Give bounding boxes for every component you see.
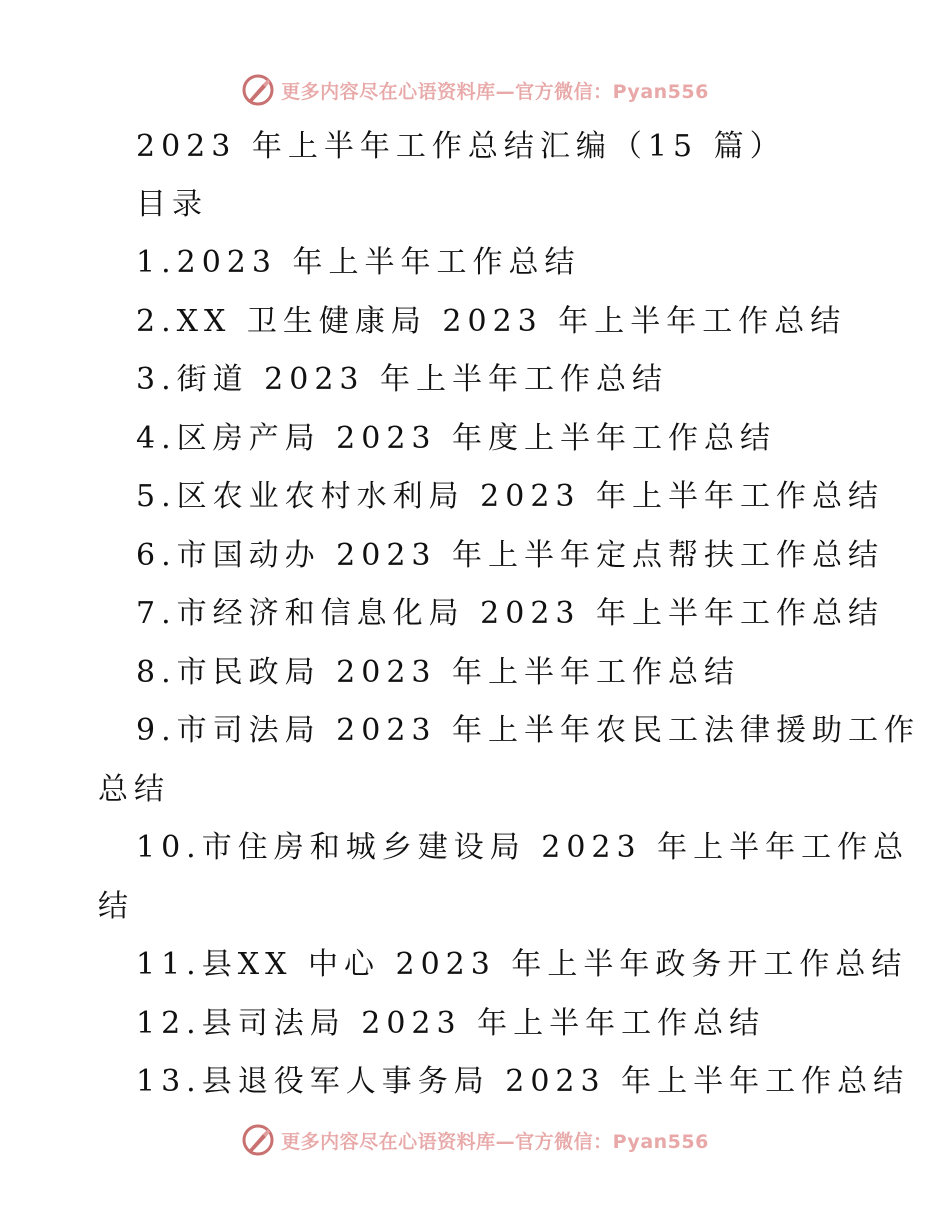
toc-item-continuation: 结 <box>98 889 134 924</box>
toc-item: 1.2023 年上半年工作总结 <box>136 245 581 280</box>
toc-item: 9.市司法局 2023 年上半年农民工法律援助工作 <box>136 713 921 748</box>
document-title: 2023 年上半年工作总结汇编（15 篇） <box>136 129 786 164</box>
pen-logo-icon <box>241 1123 275 1157</box>
watermark-banner-top <box>0 70 950 110</box>
toc-item-continuation: 总结 <box>98 772 170 807</box>
toc-heading: 目录 <box>136 187 208 222</box>
toc-item: 10.市住房和城乡建设局 2023 年上半年工作总 <box>136 830 910 865</box>
toc-item: 13.县退役军人事务局 2023 年上半年工作总结 <box>136 1064 910 1099</box>
toc-item: 6.市国动办 2023 年上半年定点帮扶工作总结 <box>136 538 885 573</box>
toc-item: 12.县司法局 2023 年上半年工作总结 <box>136 1006 766 1041</box>
watermark-banner-bottom <box>0 1120 950 1160</box>
watermark-text: 更多内容尽在心语资料库—官方微信：Pyan556 <box>281 80 709 103</box>
toc-item: 11.县XX 中心 2023 年上半年政务开工作总结 <box>136 947 908 982</box>
toc-item: 7.市经济和信息化局 2023 年上半年工作总结 <box>136 596 885 631</box>
toc-item: 8.市民政局 2023 年上半年工作总结 <box>136 655 741 690</box>
toc-item: 5.区农业农村水利局 2023 年上半年工作总结 <box>136 479 885 514</box>
pen-logo-icon <box>241 73 275 107</box>
watermark-text: 更多内容尽在心语资料库—官方微信：Pyan556 <box>281 1130 709 1153</box>
toc-item: 4.区房产局 2023 年度上半年工作总结 <box>136 421 777 456</box>
toc-item: 2.XX 卫生健康局 2023 年上半年工作总结 <box>136 304 847 339</box>
toc-item: 3.街道 2023 年上半年工作总结 <box>136 362 669 397</box>
